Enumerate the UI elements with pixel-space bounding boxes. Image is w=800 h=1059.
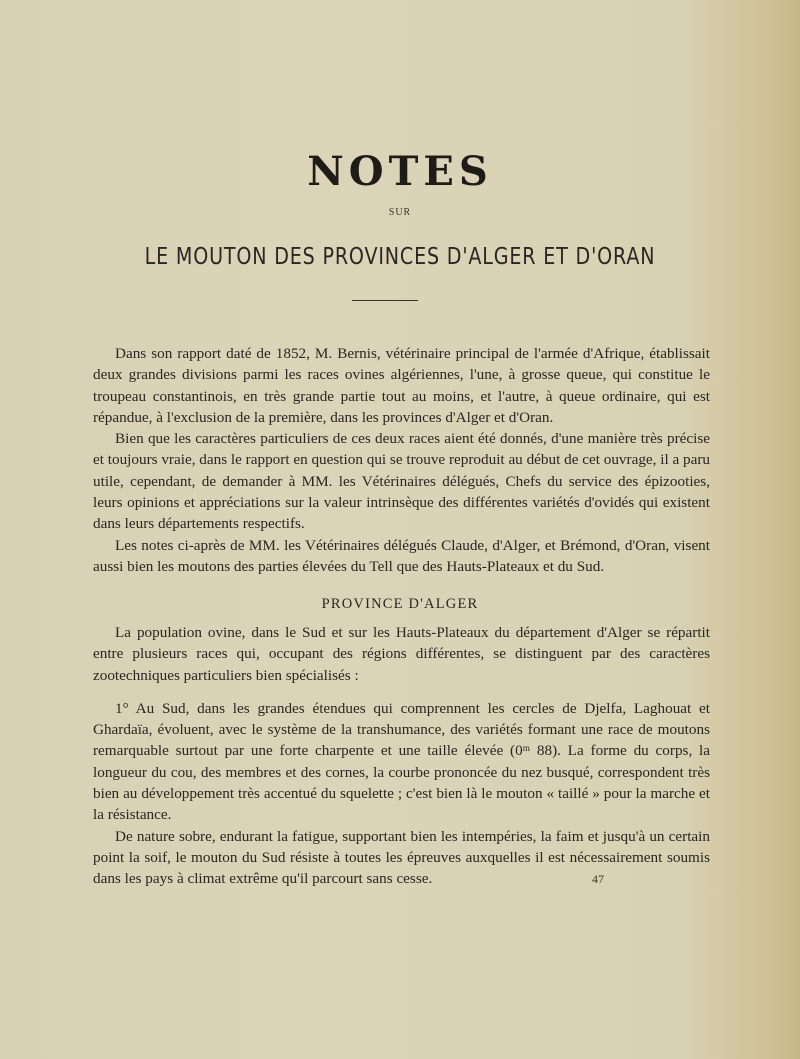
section-heading: PROVINCE D'ALGER <box>321 596 479 612</box>
page-title: NOTES <box>307 148 493 195</box>
paragraph: Dans son rapport daté de 1852, M. Bernis, vétérinaire principal de l'armée d'Afrique, établissait deux grandes divisions parmi les races ovines algériennes, l'une, à grosse queue, qui constitue le troupeau constantinois, en très grande partie tout au moins, et l'autre, à queue ordinaire, qui est répandue, à l'exclusion de la première, dans les provinces d'Alger et d'Oran. <box>93 345 710 426</box>
province-section <box>93 622 710 890</box>
paragraph: La population ovine, dans le Sud et sur les Hauts-Plateaux du département d'Alger se répartit entre plusieurs races qui, occupant des régions différentes, se distinguent par des caractères zootechniques particuliers bien spécialisés : <box>93 624 710 684</box>
title-divider <box>352 300 418 301</box>
paragraph: De nature sobre, endurant la fatigue, supportant bien les intempéries, la faim et jusqu'à un certain point la soif, le mouton du Sud résiste à toutes les épreuves auxquelles il est nécessairement soumis dans les pays à climat extrême qu'il parcourt sans cesse. <box>93 827 710 888</box>
page-subtitle: LE MOUTON DES PROVINCES D'ALGER ET D'ORAN <box>144 244 656 270</box>
intro-section <box>93 343 710 577</box>
title-connector: SUR <box>388 207 412 218</box>
paragraph: 1° Au Sud, dans les grandes étendues qui comprennent les cercles de Djelfa, Laghouat et Ghardaïa, évoluent, avec le système de la transhumance, des variétés formant une race de moutons remarquable surtout par une forte charpente et une taille élevée (0ᵐ 88). La forme du corps, la longueur du cou, des membres et des cornes, la courbe prononcée du nez busqué, correspondent très bien au développement très accentué du squelette ; c'est bien là le mouton « taillé » pour la marche et la résistance. <box>93 699 710 824</box>
page-number: 47 <box>592 872 604 886</box>
paragraph: Bien que les caractères particuliers de ces deux races aient été donnés, d'une manière très précise et toujours vraie, dans le rapport en question qui se trouve reproduit au début de cet ouvrage, il a paru utile, cependant, de demander à MM. les Vétérinaires délégués, Chefs du service des épizooties, leurs opinions et appréciations sur la valeur intrinsèque des différentes variétés d'ovidés qui existent dans leurs départements respectifs. <box>93 430 711 533</box>
paragraph: Les notes ci-après de MM. les Vétérinaires délégués Claude, d'Alger, et Brémond, d'Oran, visent aussi bien les moutons des parties élevées du Tell que des Hauts-Plateaux et du Sud. <box>93 536 710 575</box>
